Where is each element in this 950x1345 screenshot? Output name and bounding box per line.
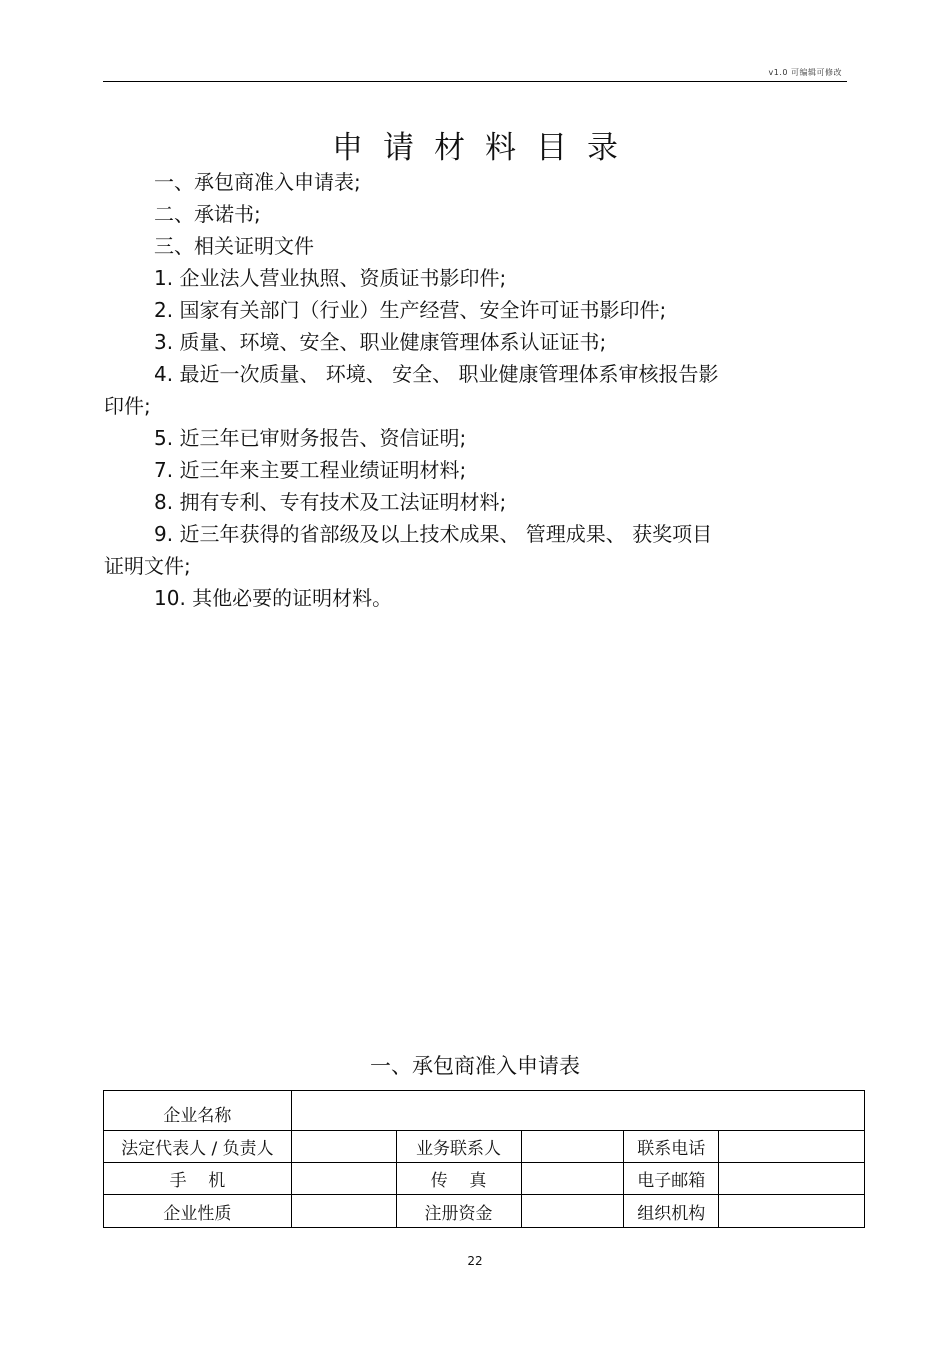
label-fax: 传 真 — [396, 1163, 521, 1195]
contents-item-3: 三、相关证明文件 — [154, 234, 314, 258]
cell-organization-code-value[interactable] — [719, 1195, 865, 1228]
label-email: 电子邮箱 — [624, 1163, 719, 1195]
cell-company-type-value[interactable] — [291, 1195, 396, 1228]
cell-registered-capital-value[interactable] — [521, 1195, 624, 1228]
contents-item-1: 一、承包商准入申请表; — [154, 170, 361, 194]
label-legal-representative: 法定代表人 / 负责人 — [104, 1131, 292, 1163]
application-form-table — [103, 1090, 865, 1228]
contents-item-3-10: 10. 其他必要的证明材料。 — [154, 586, 393, 610]
label-company-name: 企业名称 — [104, 1091, 292, 1131]
label-company-type: 企业性质 — [104, 1195, 292, 1228]
table-row — [104, 1195, 865, 1228]
cell-business-contact-value[interactable] — [521, 1131, 624, 1163]
label-mobile: 手 机 — [104, 1163, 292, 1195]
document-title: 申请材料目录 — [332, 130, 638, 166]
cell-contact-phone-value[interactable] — [719, 1131, 865, 1163]
label-business-contact: 业务联系人 — [396, 1131, 521, 1163]
contents-item-2: 二、承诺书; — [154, 202, 261, 226]
page-number: 22 — [467, 1254, 483, 1268]
form-title: 一、承包商准入申请表 — [370, 1054, 580, 1078]
contents-item-3-9: 9. 近三年获得的省部级及以上技术成果、 管理成果、 获奖项目 — [154, 522, 713, 546]
cell-fax-value[interactable] — [521, 1163, 624, 1195]
contents-list — [104, 166, 839, 614]
cell-company-name-value[interactable] — [291, 1091, 864, 1131]
contents-item-3-4: 4. 最近一次质量、 环境、 安全、 职业健康管理体系审核报告影 — [154, 362, 719, 386]
header-version-note: v1.0 可编辑可修改 — [768, 68, 842, 77]
contents-item-3-1: 1. 企业法人营业执照、资质证书影印件; — [154, 266, 507, 290]
table-row — [104, 1163, 865, 1195]
contents-item-3-4-continued: 印件; — [104, 394, 151, 418]
contents-item-3-7: 7. 近三年来主要工程业绩证明材料; — [154, 458, 467, 482]
contents-item-3-9-continued: 证明文件; — [104, 554, 191, 578]
label-registered-capital: 注册资金 — [396, 1195, 521, 1228]
cell-mobile-value[interactable] — [291, 1163, 396, 1195]
header-rule — [103, 81, 847, 82]
contents-item-3-5: 5. 近三年已审财务报告、资信证明; — [154, 426, 467, 450]
label-organization-code: 组织机构 — [624, 1195, 719, 1228]
table-row — [104, 1091, 865, 1131]
contents-item-3-8: 8. 拥有专利、专有技术及工法证明材料; — [154, 490, 507, 514]
contents-item-3-2: 2. 国家有关部门（行业）生产经营、安全许可证书影印件; — [154, 298, 667, 322]
cell-email-value[interactable] — [719, 1163, 865, 1195]
cell-legal-representative-value[interactable] — [291, 1131, 396, 1163]
label-contact-phone: 联系电话 — [624, 1131, 719, 1163]
contents-item-3-3: 3. 质量、环境、安全、职业健康管理体系认证证书; — [154, 330, 607, 354]
table-row — [104, 1131, 865, 1163]
